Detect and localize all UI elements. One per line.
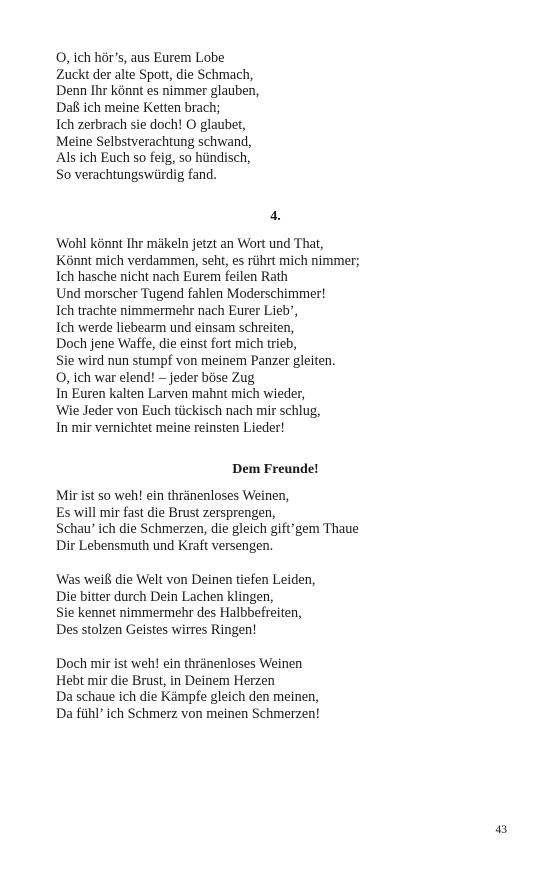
page-number: 43 bbox=[495, 824, 507, 836]
verse-line: Sie kennet nimmermehr des Halbbefreiten, bbox=[56, 605, 302, 622]
stanza-poem2-c bbox=[56, 656, 496, 723]
poem-title: Dem Freunde! bbox=[232, 462, 319, 477]
verse-line: O, ich hör’s, aus Eurem Lobe bbox=[56, 50, 225, 66]
verse-line: So verachtungswürdig fand. bbox=[56, 166, 217, 183]
verse-line: Zuckt der alte Spott, die Schmach, bbox=[56, 66, 254, 83]
stanza-opening bbox=[56, 50, 496, 184]
verse-line: Ich trachte nimmermehr nach Eurer Lieb’, bbox=[56, 302, 299, 319]
verse-line: Des stolzen Geistes wirres Ringen! bbox=[56, 622, 257, 639]
verse-line: Mir ist so weh! ein thränenloses Weinen, bbox=[56, 488, 290, 504]
verse-line: Und morscher Tugend fahlen Moderschimmer! bbox=[56, 286, 327, 303]
verse-line: O, ich war elend! – jeder böse Zug bbox=[56, 369, 255, 386]
verse-line: In mir vernichtet meine reinsten Lieder! bbox=[56, 419, 286, 436]
section-heading-4: 4. bbox=[270, 209, 281, 224]
verse-line: Ich werde liebearm und einsam schreiten, bbox=[56, 319, 295, 336]
verse-line: Doch jene Waffe, die einst fort mich trieb, bbox=[56, 336, 297, 353]
verse-line: Daß ich meine Ketten brach; bbox=[56, 100, 221, 117]
verse-line: Ich zerbrach sie doch! O glaubet, bbox=[56, 116, 246, 133]
verse-line: Ich hasche nicht nach Eurem feilen Rath bbox=[56, 269, 288, 286]
verse-line: Wohl könnt Ihr mäkeln jetzt an Wort und That, bbox=[56, 236, 324, 252]
verse-line: Als ich Euch so feig, so hündisch, bbox=[56, 150, 251, 167]
verse-line: Da schaue ich die Kämpfe gleich den meinen, bbox=[56, 689, 319, 706]
stanza-poem2-a bbox=[56, 488, 496, 555]
verse-line: Die bitter durch Dein Lachen klingen, bbox=[56, 588, 274, 605]
verse-line: Schau’ ich die Schmerzen, die gleich gift’gem Thaue bbox=[56, 521, 359, 538]
verse-line: Denn Ihr könnt es nimmer glauben, bbox=[56, 83, 260, 100]
verse-line: In Euren kalten Larven mahnt mich wieder, bbox=[56, 386, 306, 403]
verse-line: Doch mir ist weh! ein thränenloses Weinen bbox=[56, 656, 303, 672]
verse-line: Was weiß die Welt von Deinen tiefen Leiden, bbox=[56, 572, 316, 588]
verse-line: Könnt mich verdammen, seht, es rührt mich nimmer; bbox=[56, 252, 360, 269]
stanza-poem2-b bbox=[56, 572, 496, 639]
stanza-section-4 bbox=[56, 236, 496, 436]
verse-line: Dir Lebensmuth und Kraft versengen. bbox=[56, 538, 274, 555]
verse-line: Meine Selbstverachtung schwand, bbox=[56, 133, 252, 150]
verse-line: Hebt mir die Brust, in Deinem Herzen bbox=[56, 672, 275, 689]
verse-line: Da fühl’ ich Schmerz von meinen Schmerzen! bbox=[56, 706, 321, 723]
verse-line: Sie wird nun stumpf von meinem Panzer gleiten. bbox=[56, 352, 336, 369]
verse-line: Es will mir fast die Brust zersprengen, bbox=[56, 504, 276, 521]
verse-line: Wie Jeder von Euch tückisch nach mir schlug, bbox=[56, 403, 321, 420]
